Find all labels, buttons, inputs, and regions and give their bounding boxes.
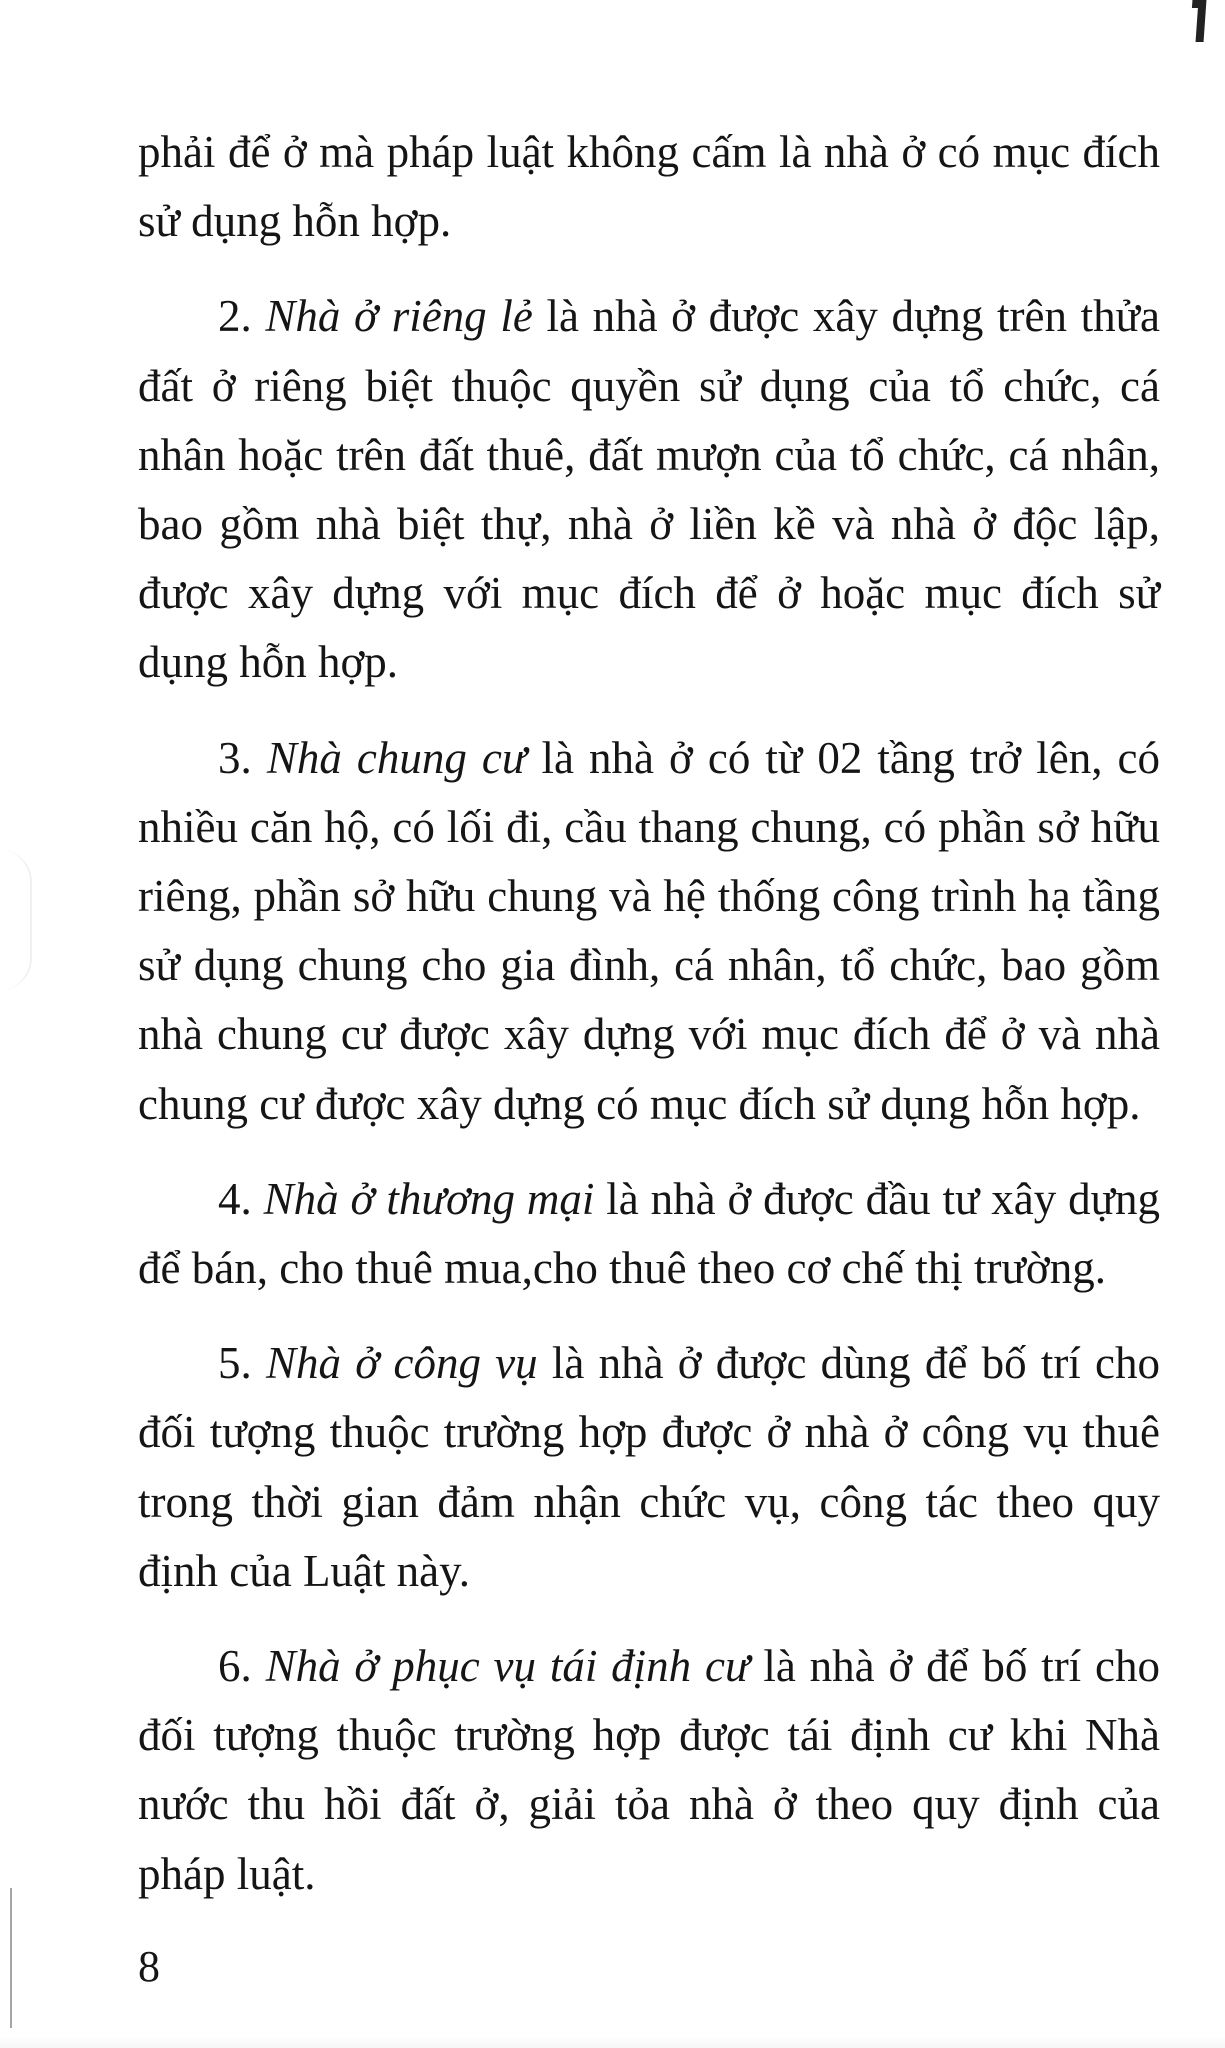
paragraph-item-4 [138,1165,1160,1303]
paragraph-gap [138,698,1160,724]
corner-mark [1196,0,1207,42]
paragraph-item-2 [138,282,1160,697]
paragraph-item-6 [138,1632,1160,1909]
paragraph-body: phải để ở mà pháp luật không cấm là nhà ở có mục đích sử dụng hỗn hợp. [138,127,1160,247]
paragraph-gap [138,1606,1160,1632]
page-number: 8 [138,1942,160,1991]
paragraph-gap [138,1303,1160,1329]
paragraph-continuation [138,118,1160,256]
page-edge-shadow [0,850,32,990]
defined-term: Nhà ở thương mại [263,1173,595,1224]
defined-term: Nhà ở công vụ [265,1338,538,1389]
paragraph-gap [138,1139,1160,1165]
bottom-edge-shade [0,2036,1225,2048]
item-number: 6. [218,1641,266,1692]
defined-term: Nhà chung cư [266,732,527,783]
paragraph-gap [138,256,1160,282]
definition-text: là nhà ở có từ 02 tầng trở lên, có nhiều căn hộ, có lối đi, cầu thang chung, có phần sở hữu riêng, phần sở hữu chung và hệ thống công trình hạ tầng sử dụng chung cho gia đình, cá nhân, tổ chức, bao gồm nhà chung cư được xây dựng với mục đích để ở và nhà chung cư được xây dựng có mục đích sử dụng hỗn hợp. [138,732,1160,1129]
item-number: 2. [218,291,266,342]
item-number: 3. [218,732,267,783]
item-number: 4. [218,1173,264,1224]
definition-text: là nhà ở được xây dựng trên thửa đất ở riêng biệt thuộc quyền sử dụng của tổ chức, cá nhân hoặc trên đất thuê, đất mượn của tổ chức, cá nhân, bao gồm nhà biệt thự, nhà ở liền kề và nhà ở độc lập, được xây dựng với mục đích để ở hoặc mục đích sử dụng hỗn hợp. [138,291,1161,688]
item-number: 5. [218,1338,266,1389]
paragraph-item-3 [138,724,1160,1139]
page-body [138,118,1160,1909]
defined-term: Nhà ở phục vụ tái định cư [265,1641,750,1692]
page-edge-line [10,1888,12,2028]
definition-text: là nhà ở để bố trí cho đối tượng thuộc trường hợp được tái định cư khi Nhà nước thu hồi đất ở, giải tỏa nhà ở theo quy định của pháp luật. [138,1641,1160,1899]
definition-text: là nhà ở được đầu tư xây dựng để bán, cho thuê mua,cho thuê theo cơ chế thị trường. [138,1173,1161,1294]
defined-term: Nhà ở riêng lẻ [265,291,533,342]
definition-text: là nhà ở được dùng để bố trí cho đối tượng thuộc trường hợp được ở nhà ở công vụ thuê trong thời gian đảm nhận chức vụ, công tác theo quy định của Luật này. [138,1338,1161,1596]
paragraph-item-5 [138,1329,1160,1606]
